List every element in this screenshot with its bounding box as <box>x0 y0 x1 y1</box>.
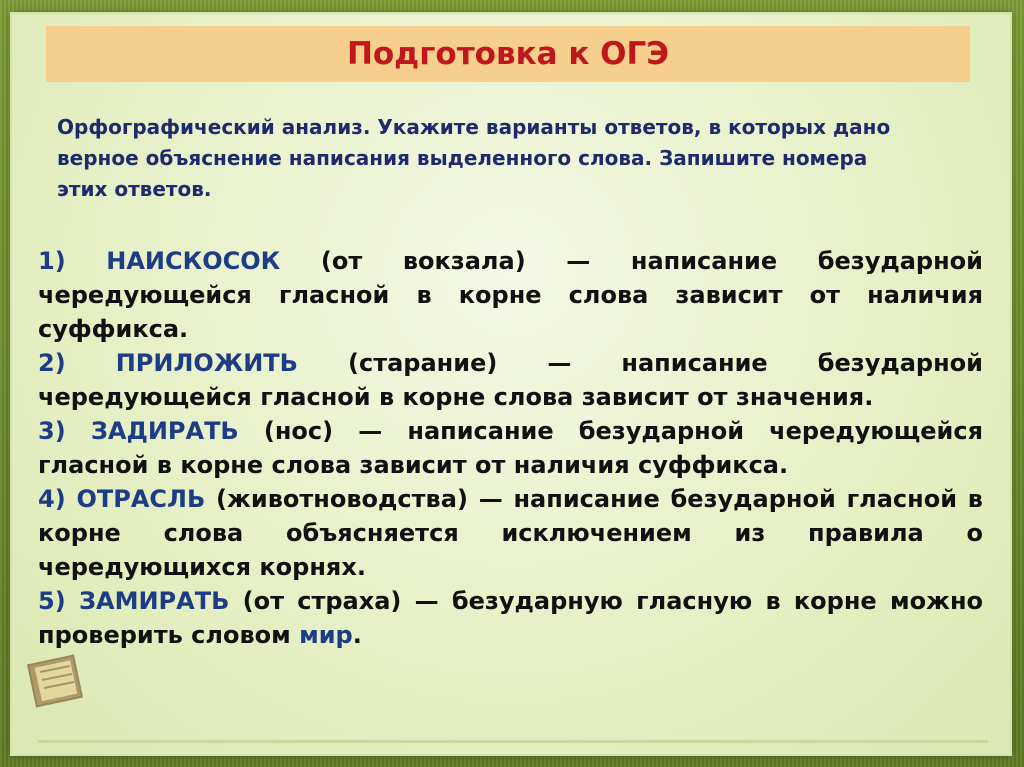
title-bar <box>46 26 970 82</box>
answer-item-3 <box>38 414 983 482</box>
bottom-divider <box>38 740 988 743</box>
answer-item-5 <box>38 584 983 652</box>
page-title: Подготовка к ОГЭ <box>346 35 670 72</box>
answer-text-end: . <box>352 621 362 649</box>
answer-number: 4) <box>38 485 66 513</box>
answer-item-4 <box>38 482 983 584</box>
answer-text: (от вокзала) — написание безударной чередующейся гласной в корне слова зависит от наличия суффикса. <box>38 247 983 343</box>
answer-keyword: НАИСКОСОК <box>106 247 281 275</box>
task-instruction: Орфографический анализ. Укажите варианты ответов, в которых дано верное объяснение написания выделенного слова. Запишите номера этих ответов. <box>57 115 891 201</box>
book-icon <box>26 650 90 712</box>
answer-item-1 <box>38 244 983 346</box>
answer-keyword: ЗАМИРАТЬ <box>78 587 230 615</box>
slide <box>12 14 1010 754</box>
check-word: мир <box>299 621 353 649</box>
answer-text: (нос) — написание безударной чередующейся гласной в корне слова зависит от наличия суффикса. <box>38 417 984 479</box>
answer-item-2 <box>38 346 983 414</box>
answer-text: (животноводства) — написание безударной гласной в корне слова объясняется исключением из правила о чередующихся корнях. <box>38 485 983 581</box>
answer-text: (от страха) — безударную гласную в корне можно проверить словом <box>38 587 984 649</box>
answer-number: 3) <box>38 417 66 445</box>
answer-keyword: ЗАДИРАТЬ <box>90 417 239 445</box>
answer-keyword: ОТРАСЛЬ <box>76 485 206 513</box>
answer-keyword: ПРИЛОЖИТЬ <box>115 349 298 377</box>
answer-text: (старание) — написание безударной чередующейся гласной в корне слова зависит от значения. <box>38 349 983 411</box>
answer-number: 1) <box>38 247 66 275</box>
answer-list <box>38 244 983 652</box>
answer-number: 2) <box>38 349 66 377</box>
answer-number: 5) <box>38 587 66 615</box>
